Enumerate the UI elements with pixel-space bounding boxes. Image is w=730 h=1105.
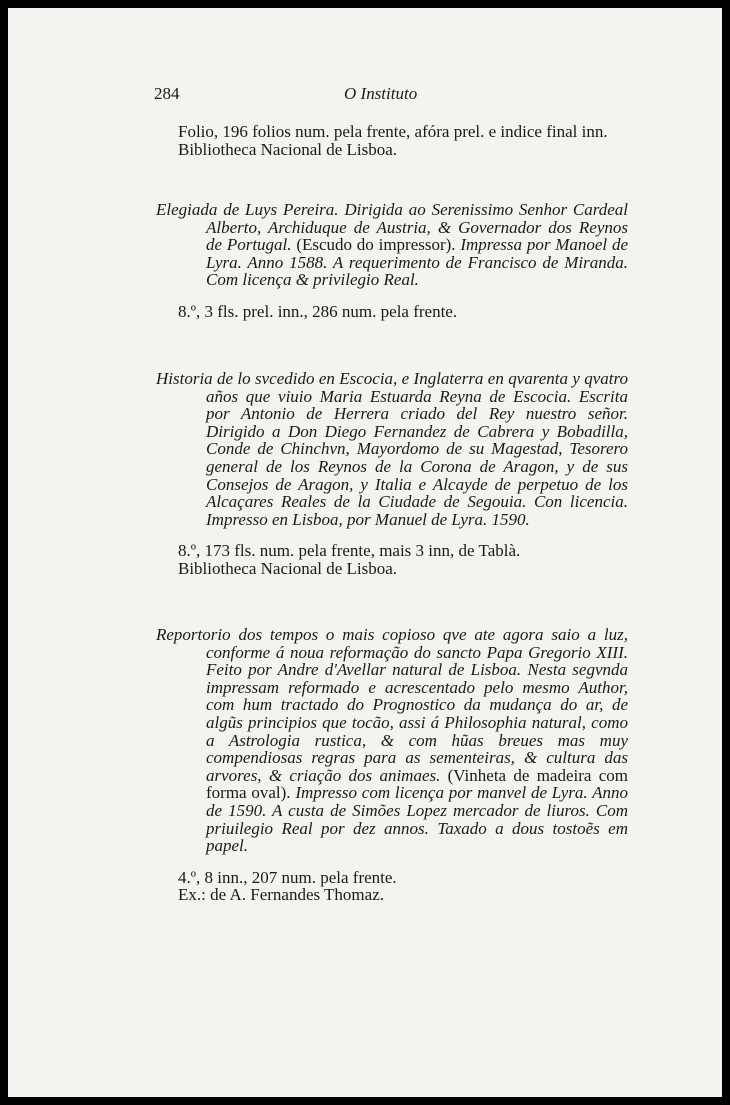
title-italic-cont: Impresso com licença por manvel de Lyra. Anno de 1590. A custa de Simões Lopez mercador de liuros. Com priuilegio Real por dez annos. Taxado a dous tostoẽs em papel.	[206, 783, 628, 856]
entry-note: Folio, 196 folios num. pela frente, afóra prel. e indice final inn.	[178, 122, 608, 141]
title-italic: Reportorio dos tempos o mais copioso qve ate agora saio a luz, conforme á noua reformação do sancto Papa Gregorio XIII. Feito por Andre d'Avellar natural de Lisboa. Nesta segvnda impressam reformado e acrescentado pelo mesmo Author, com hum tractado do Prognostico da mudança do ar, de algũs principios que tocão, assi á Philosophia natural, como a Astrologia rustica, & com hũas breues mas muy compendiosas regras para as sementeiras, & cultura das arvores, & criação dos animaes.	[156, 625, 628, 785]
page-number: 284	[154, 84, 180, 103]
title-roman: (Escudo do impressor).	[291, 235, 461, 255]
entry-note: Bibliotheca Nacional de Lisboa.	[178, 558, 398, 578]
entry-reportorio	[156, 626, 628, 904]
title-roman: (Vinheta de madeira com forma oval).	[206, 765, 628, 803]
entry-note: 8.º, 3 fls. prel. inn., 286 num. pela frente.	[178, 301, 458, 321]
entry-note: Ex.: de A. Fernandes Thomaz.	[178, 885, 385, 905]
entry-note: 8.º, 173 fls. num. pela frente, mais 3 inn, de Tablà.	[178, 541, 521, 561]
entry-title	[156, 201, 628, 289]
entry-note: Bibliotheca Nacional de Lisboa.	[178, 139, 398, 159]
entry-title: Historia de lo svcedido en Escocia, e Inglaterra en qvarenta y qvatro años que viuio Maria Estuarda Reyna de Escocia. Escrita por Antonio de Herrera criado del Rey nuestro señor. Dirigido a Don Diego Fernandez de Cabrera y Bobadilla, Conde de Chinchvn, Mayordomo de su Magestad, Tesorero general de los Reynos de la Corona de Aragon, y de sus Consejos de Aragon, y Italia e Alcayde de perpetuo de los Alcaçares Reales de la Ciudade de Segouia. Con licencia. Impresso en Lisboa, por Manuel de Lyra. 1590.	[156, 369, 628, 529]
entry-title	[156, 626, 628, 855]
page-header	[154, 80, 644, 110]
title-italic: Elegiada de Luys Pereira. Dirigida ao Serenissimo Senhor Cardeal Alberto, Archiduque de Austria, & Governador dos Reynos de Portugal.	[156, 200, 628, 255]
running-title: O Instituto	[344, 84, 418, 103]
entry-historia	[156, 370, 628, 578]
title-italic-cont: Impressa por Manoel de Lyra. Anno 1588. A requerimento de Francisco de Miranda. Com licença & privilegio Real.	[206, 235, 628, 290]
entry-note: 4.º, 8 inn., 207 num. pela frente.	[178, 867, 397, 887]
book-page	[8, 8, 722, 1097]
entry-continuation	[156, 123, 628, 158]
entry-elegiada	[156, 201, 628, 321]
